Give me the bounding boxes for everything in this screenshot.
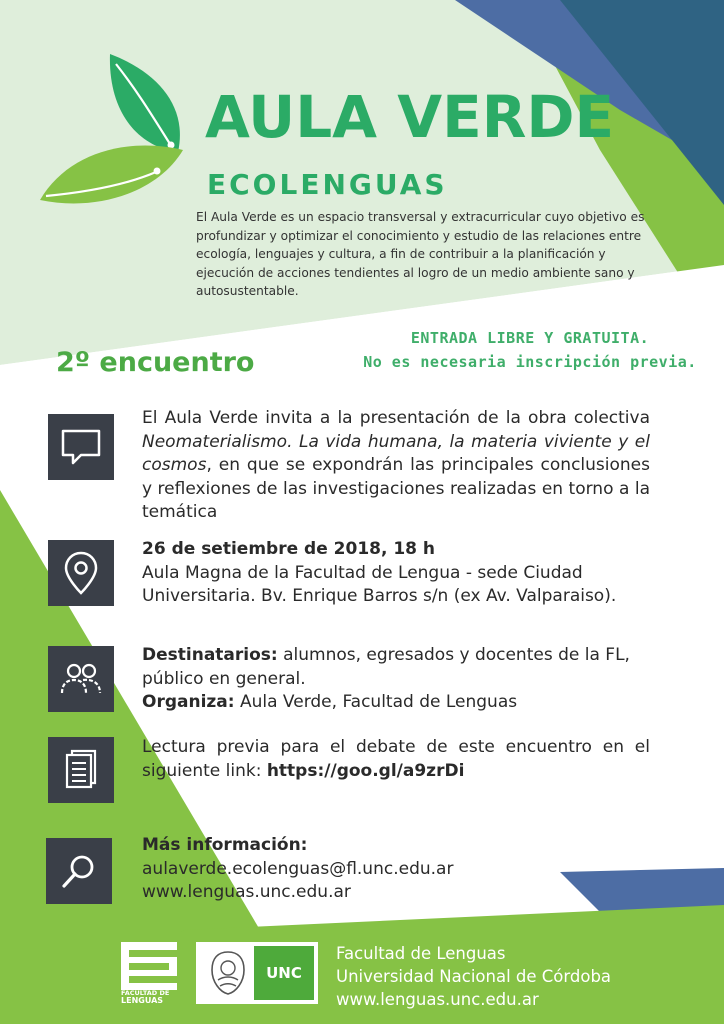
fl-logo-line-1: FACULTAD DE [121,989,170,997]
footer-line-3[interactable]: www.lenguas.unc.edu.ar [336,990,539,1009]
footer-line-2: Universidad Nacional de Córdoba [336,967,612,986]
location-text [142,538,650,609]
organizer-value: Aula Verde, Facultad de Lenguas [234,692,518,712]
event-date: 26 de setiembre de 2018, 18 h [142,539,436,559]
free-entry-line-1: ENTRADA LIBRE Y GRATUITA. [410,329,650,347]
unc-seal-icon [208,950,248,996]
event-place: Aula Magna de la Facultad de Lengua - sede Ciudad Universitaria. Bv. Enrique Barros s/n (ex Av. Valparaiso). [142,562,617,606]
speech-bubble-icon [48,414,114,480]
page-subtitle: ECOLENGUAS [207,168,448,201]
reading-text [142,736,650,783]
people-icon [48,646,114,712]
audience-label: Destinatarios: [142,645,278,665]
meeting-number: 2º encuentro [56,347,255,378]
free-entry-notice [360,326,700,374]
footer-line-1: Facultad de Lenguas [336,944,506,963]
organizer-label: Organiza: [142,692,235,712]
footer-text [336,942,611,1011]
unc-label: UNC [254,946,314,1000]
info-email[interactable]: aulaverde.ecolenguas@fl.unc.edu.ar [142,858,454,879]
invite-rest: , en que se expondrán las principales conclusiones y reflexiones de las investigaciones realizadas en torno a la temática [142,455,650,522]
invite-intro: El Aula Verde invita a la presentación de la obra colectiva [142,408,650,428]
fl-logo-text [121,990,177,1004]
description: El Aula Verde es un espacio transversal y extracurricular cuyo objetivo es profundizar y optimizar el conocimiento y estudio de las relaciones entre ecología, lenguajes y cultura, a fin de contribuir a la planificación y ejecución de acciones tendientes al logro de un medio ambiente sano y autosustentable. [196,210,645,298]
info-label: Más información: [142,835,308,855]
reading-link[interactable]: https://goo.gl/a9zrDi [266,760,465,781]
audience-line [142,644,650,691]
audience-value: alumnos, egresados y docentes de la FL, público en general. [142,645,630,689]
free-entry-line-2: No es necesaria inscripción previa. [363,353,697,371]
search-icon [46,838,112,904]
info-web[interactable]: www.lenguas.unc.edu.ar [142,882,351,902]
document-icon [48,737,114,803]
info-text [142,834,650,905]
fl-logo [121,940,177,1006]
organizer-line [142,691,650,715]
fl-logo-line-2: LENGUAS [121,996,164,1005]
audience-text [142,644,650,715]
leaves-logo [38,52,188,212]
reading-intro: Lectura previa para el debate de este encuentro en el siguiente link: [142,737,650,781]
unc-logo [196,942,318,1004]
invite-text [142,407,650,525]
work-title: Neomaterialismo. La vida humana, la materia viviente y el cosmos [142,431,650,475]
page-title: AULA VERDE [205,83,615,151]
location-pin-icon [48,540,114,606]
